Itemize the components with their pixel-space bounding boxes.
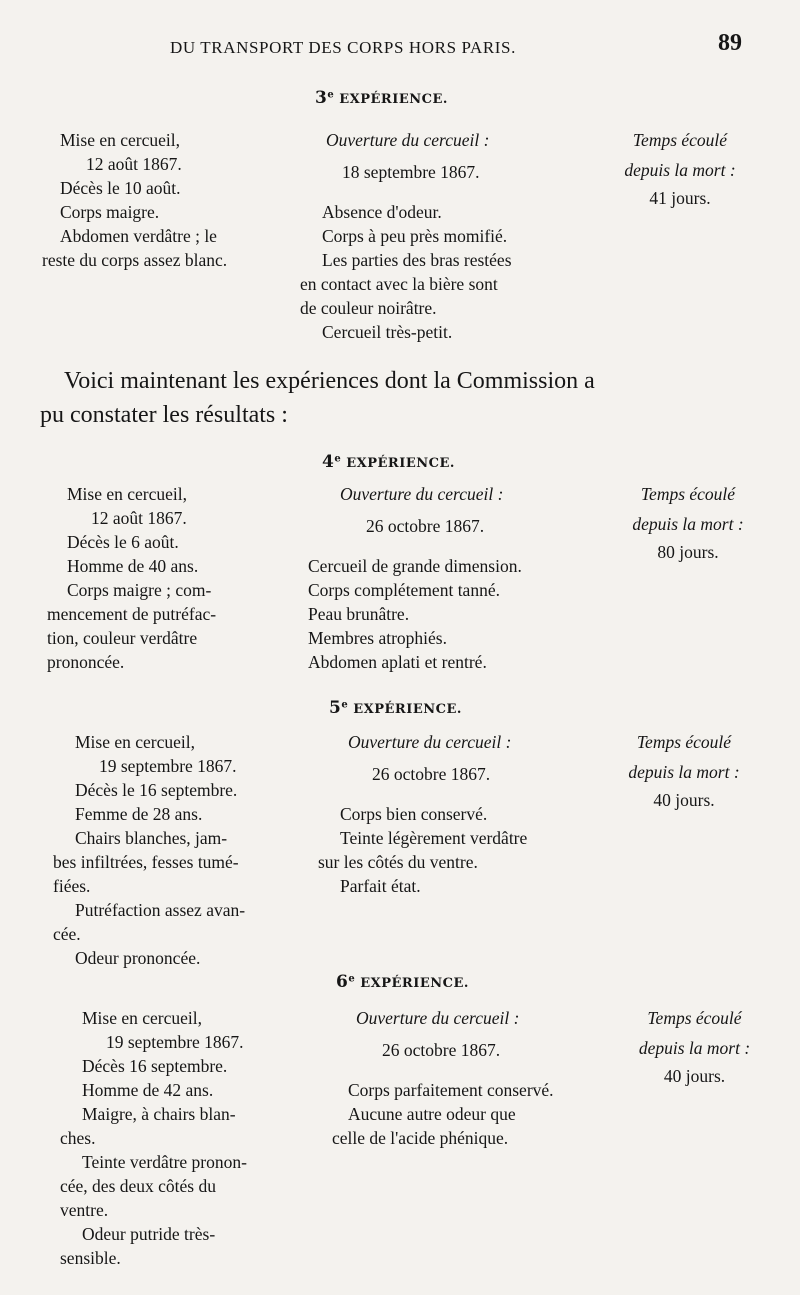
text-line: 12 août 1867. <box>91 508 187 528</box>
text-line: Décès le 6 août. <box>67 532 179 552</box>
column-heading: depuis la mort : <box>632 514 744 534</box>
experience-label: EXPÉRIENCE. <box>353 702 462 717</box>
text-line: sensible. <box>60 1248 121 1268</box>
text-line: Décès le 10 août. <box>60 178 181 198</box>
text-line: Homme de 40 ans. <box>67 556 199 576</box>
experience-5-left-column <box>53 730 245 970</box>
text-line: bes infiltrées, fesses tumé- <box>53 852 239 872</box>
elapsed-time: 41 jours. <box>649 188 711 208</box>
opening-date: 26 octobre 1867. <box>382 1040 501 1060</box>
text-line: Odeur putride très- <box>82 1224 216 1244</box>
opening-date: 26 octobre 1867. <box>372 764 491 784</box>
column-heading: Temps écoulé <box>636 732 732 752</box>
text-line: ventre. <box>60 1200 109 1220</box>
experience-5-title <box>329 698 462 718</box>
experience-3-right-column <box>600 128 760 210</box>
text-line: Corps bien conservé. <box>340 804 488 824</box>
text-line: sur les côtés du ventre. <box>318 852 478 872</box>
experience-5-middle-column <box>318 730 527 898</box>
text-line: Corps parfaitement conservé. <box>348 1080 554 1100</box>
experience-label: EXPÉRIENCE. <box>339 92 448 107</box>
opening-date: 26 octobre 1867. <box>366 516 485 536</box>
text-line: ches. <box>60 1128 96 1148</box>
elapsed-time: 80 jours. <box>657 542 719 562</box>
experience-4-right-column <box>608 482 768 564</box>
text-line: Maigre, à chairs blan- <box>82 1104 236 1124</box>
experience-label: EXPÉRIENCE. <box>346 456 455 471</box>
text-line: Homme de 42 ans. <box>82 1080 214 1100</box>
text-line: Peau brunâtre. <box>308 604 410 624</box>
experience-5-right-column <box>604 730 764 812</box>
text-line: Cercueil de grande dimension. <box>308 556 522 576</box>
text-line: en contact avec la bière sont <box>300 274 498 294</box>
experience-6-right-column <box>612 1006 777 1088</box>
text-line: Décès 16 septembre. <box>82 1056 228 1076</box>
opening-date: 18 septembre 1867. <box>342 162 480 182</box>
experience-6-left-column <box>60 1006 247 1270</box>
experience-number: 4 <box>322 452 335 472</box>
experience-number: 6 <box>336 972 349 992</box>
text-line: Putréfaction assez avan- <box>75 900 246 920</box>
experience-3-title <box>315 88 448 108</box>
text-line: Absence d'odeur. <box>322 202 442 222</box>
text-line: fiées. <box>53 876 91 896</box>
text-line: 19 septembre 1867. <box>106 1032 244 1052</box>
ordinal-suffix: e <box>334 453 342 465</box>
text-line: 19 septembre 1867. <box>99 756 237 776</box>
elapsed-time: 40 jours. <box>663 1066 726 1086</box>
text-line: Odeur prononcée. <box>75 948 201 968</box>
experience-4-middle-column <box>308 482 522 674</box>
text-line: Abdomen aplati et rentré. <box>308 652 487 672</box>
text-line: Femme de 28 ans. <box>75 804 203 824</box>
column-heading: depuis la mort : <box>628 762 740 782</box>
ordinal-suffix: e <box>327 89 335 101</box>
experience-4-left-column <box>47 482 216 674</box>
text-line: Mise en cercueil, <box>67 484 188 504</box>
column-heading: Ouverture du cercueil : <box>326 130 490 150</box>
text-line: Corps maigre. <box>60 202 160 222</box>
text-line: Décès le 16 septembre. <box>75 780 238 800</box>
intro-line-1: Voici maintenant les expériences dont la Commission a <box>64 368 595 394</box>
text-line: Cercueil très-petit. <box>322 322 453 342</box>
text-line: celle de l'acide phénique. <box>332 1128 509 1148</box>
text-line: Parfait état. <box>340 876 421 896</box>
text-line: cée. <box>53 924 81 944</box>
ordinal-suffix: e <box>348 973 356 985</box>
column-heading: Temps écoulé <box>640 484 736 504</box>
intro-line-2: pu constater les résultats : <box>40 402 288 428</box>
column-heading: Ouverture du cercueil : <box>340 484 504 504</box>
text-line: Corps à peu près momifié. <box>322 226 508 246</box>
text-line: Corps complétement tanné. <box>308 580 500 600</box>
experience-number: 3 <box>315 88 328 108</box>
column-heading: Temps écoulé <box>632 130 728 150</box>
text-line: Les parties des bras restées <box>322 250 512 270</box>
text-line: Mise en cercueil, <box>60 130 181 150</box>
text-line: Membres atrophiés. <box>308 628 447 648</box>
experience-6-title <box>336 972 469 992</box>
running-header: DU TRANSPORT DES CORPS HORS PARIS. <box>170 38 516 57</box>
experience-number: 5 <box>329 698 342 718</box>
text-line: Teinte verdâtre pronon- <box>82 1152 247 1172</box>
text-line: cée, des deux côtés du <box>60 1176 216 1196</box>
text-line: prononcée. <box>47 652 125 672</box>
elapsed-time: 40 jours. <box>653 790 715 810</box>
experience-4-title <box>322 452 455 472</box>
text-line: Corps maigre ; com- <box>67 580 212 600</box>
text-line: 12 août 1867. <box>86 154 182 174</box>
experience-3-left-column <box>42 128 227 272</box>
text-line: Abdomen verdâtre ; le <box>60 226 217 246</box>
text-line: reste du corps assez blanc. <box>42 250 228 270</box>
text-line: Mise en cercueil, <box>82 1008 203 1028</box>
ordinal-suffix: e <box>341 699 349 711</box>
column-heading: Temps écoulé <box>647 1008 742 1028</box>
column-heading: Ouverture du cercueil : <box>348 732 512 752</box>
page-number: 89 <box>718 30 742 56</box>
column-heading: depuis la mort : <box>624 160 736 180</box>
text-line: tion, couleur verdâtre <box>47 628 198 648</box>
experience-3-middle-column <box>300 128 512 344</box>
text-line: mencement de putréfac- <box>47 604 217 624</box>
column-heading: depuis la mort : <box>638 1038 751 1058</box>
text-line: Chairs blanches, jam- <box>75 828 228 848</box>
experience-6-middle-column <box>332 1006 554 1150</box>
column-heading: Ouverture du cercueil : <box>356 1008 520 1028</box>
text-line: de couleur noirâtre. <box>300 298 437 318</box>
text-line: Mise en cercueil, <box>75 732 196 752</box>
text-line: Teinte légèrement verdâtre <box>340 828 528 848</box>
text-line: Aucune autre odeur que <box>348 1104 516 1124</box>
experience-label: EXPÉRIENCE. <box>360 976 469 991</box>
